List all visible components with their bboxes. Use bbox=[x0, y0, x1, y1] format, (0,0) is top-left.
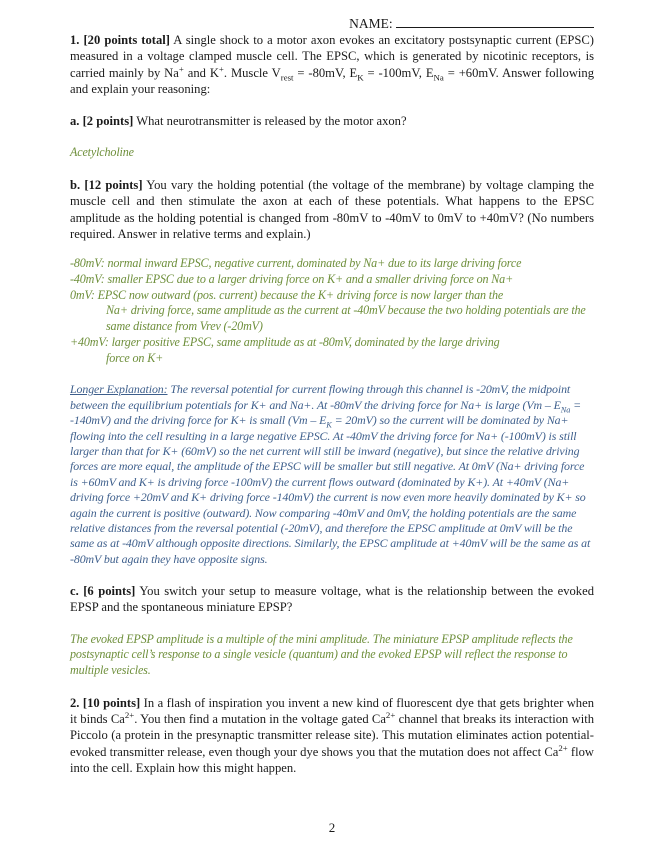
answer-1b-item-cont: Na+ driving force, same amplitude as the current at -40mV because the two holding potentials are the same distance from Vrev (-20mV) bbox=[106, 303, 586, 334]
answer-1a: Acetylcholine bbox=[70, 145, 134, 160]
answer-1c: The evoked EPSP amplitude is a multiple of the mini amplitude. The miniature EPSP amplitude reflects the postsynaptic cell’s response to a single vesicle (quantum) and the evoked EPSP will reflect the response to multiple vesicles. bbox=[70, 631, 573, 678]
longer-explanation-label: Longer Explanation: bbox=[70, 382, 168, 397]
question-1a: a. [2 points] What neurotransmitter is released by the motor axon? bbox=[70, 114, 407, 129]
answer-1b-item: 0mV: EPSC now outward (pos. current) because the K+ driving force is now larger than the bbox=[70, 287, 504, 302]
answer-1b-item: +40mV: larger positive EPSC, same amplitude as at -80mV, dominated by the large driving bbox=[70, 334, 500, 349]
question-1c-points: c. [6 points] bbox=[70, 584, 136, 599]
question-1: 1. [20 points total] A single shock to a motor axon evokes an excitatory postsynaptic current (EPSC) measured in a voltage clamped muscle cell. The EPSC, which is generated by nicotinic receptors, is carried mainly by Na+ and K+. Muscle $V_{rest} = -80mV$, $E_K = -100mV$, $E_{Na} = +60mV$. Answer following and explain your reasoning: bbox=[70, 33, 595, 96]
name-label: NAME: bbox=[349, 16, 393, 31]
longer-explanation: Longer Explanation: The reversal potential for current flowing through this channel is -20mV, the midpoint between the equilibrium potentials for K+ and Na+. At -80mV the driving force for Na+ is large $(Vm - E_{Na} = -140mV)$ and the driving force for K+ is small $(Vm - E_K = 20mV)$ so the current will be dominated by Na+ flowing into the cell resulting in a large negative EPSC. At -40mV the driving force for Na+ (-100mV) is still larger than that for K+ (60mV) so the net current will still be inward (negative), but since the relative driving forces are more equal, the amplitude of the EPSC will be smaller but still negative. At 0mV (Na+ driving force is +60mV and K+ is driving force -100mV) the current flows outward (dominated by K+). At +40mV (Na+ driving force +20mV and K+ driving force -140mV) the current is now even more heavily dominated by K+ so again the current is positive (outward). Now comparing -40mV and 0mV, the holding potentials are the same relative distances from the reversal potential (-20mV), and therefore the EPSC amplitude at 0mV will be the same as at -40mV although opposite directions. Similarly, the EPSC amplitude at +40mV will be the same as at -80mV but again they have opposite signs. bbox=[70, 382, 591, 566]
answer-1b-item: -80mV: normal inward EPSC, negative current, dominated by Na+ due to its large driving force bbox=[70, 256, 522, 271]
name-header bbox=[70, 14, 594, 32]
page-number: 2 bbox=[328, 820, 336, 835]
question-1b-points: b. [12 points] bbox=[70, 178, 143, 193]
question-1c: c. [6 points] You switch your setup to measure voltage, what is the relationship between the evoked EPSP and the spontaneous miniature EPSP? bbox=[70, 584, 594, 615]
answer-1b-item-cont: force on K+ bbox=[106, 350, 164, 365]
answer-1b-item: -40mV: smaller EPSC due to a larger driving force on K+ and a smaller driving force on Na+ bbox=[70, 272, 514, 287]
question-2: 2. [10 points] In a flash of inspiration you invent a new kind of fluorescent dye that gets brighter when it binds $Ca^{2+}$. You then find a mutation in the voltage gated $Ca^{2+}$ channel that breaks its interaction with Piccolo (a protein in the presynaptic transmitter release site). This mutation eliminates action potential-evoked transmitter release, even though your dye shows you that the mutation does not affect $Ca^{2+}$ flow into the cell. Explain how this might happen. bbox=[70, 695, 595, 776]
answer-1b-list bbox=[70, 256, 594, 366]
question-2-points: 2. [10 points] bbox=[70, 695, 141, 710]
document-page bbox=[70, 14, 594, 776]
question-1-points: 1. [20 points total] bbox=[70, 33, 170, 47]
question-1b: b. [12 points] You vary the holding potential (the voltage of the membrane) by voltage clamping the muscle cell and then stimulate the axon at each of these potentials. What happens to the EPSC amplitude as the holding potential is changed from -80mV to -40mV to 0mV to +40mV? (No numbers required. Answer in relative terms and explain.) bbox=[70, 178, 594, 242]
name-blank-line bbox=[396, 14, 594, 28]
question-1a-points: a. [2 points] bbox=[70, 114, 134, 129]
